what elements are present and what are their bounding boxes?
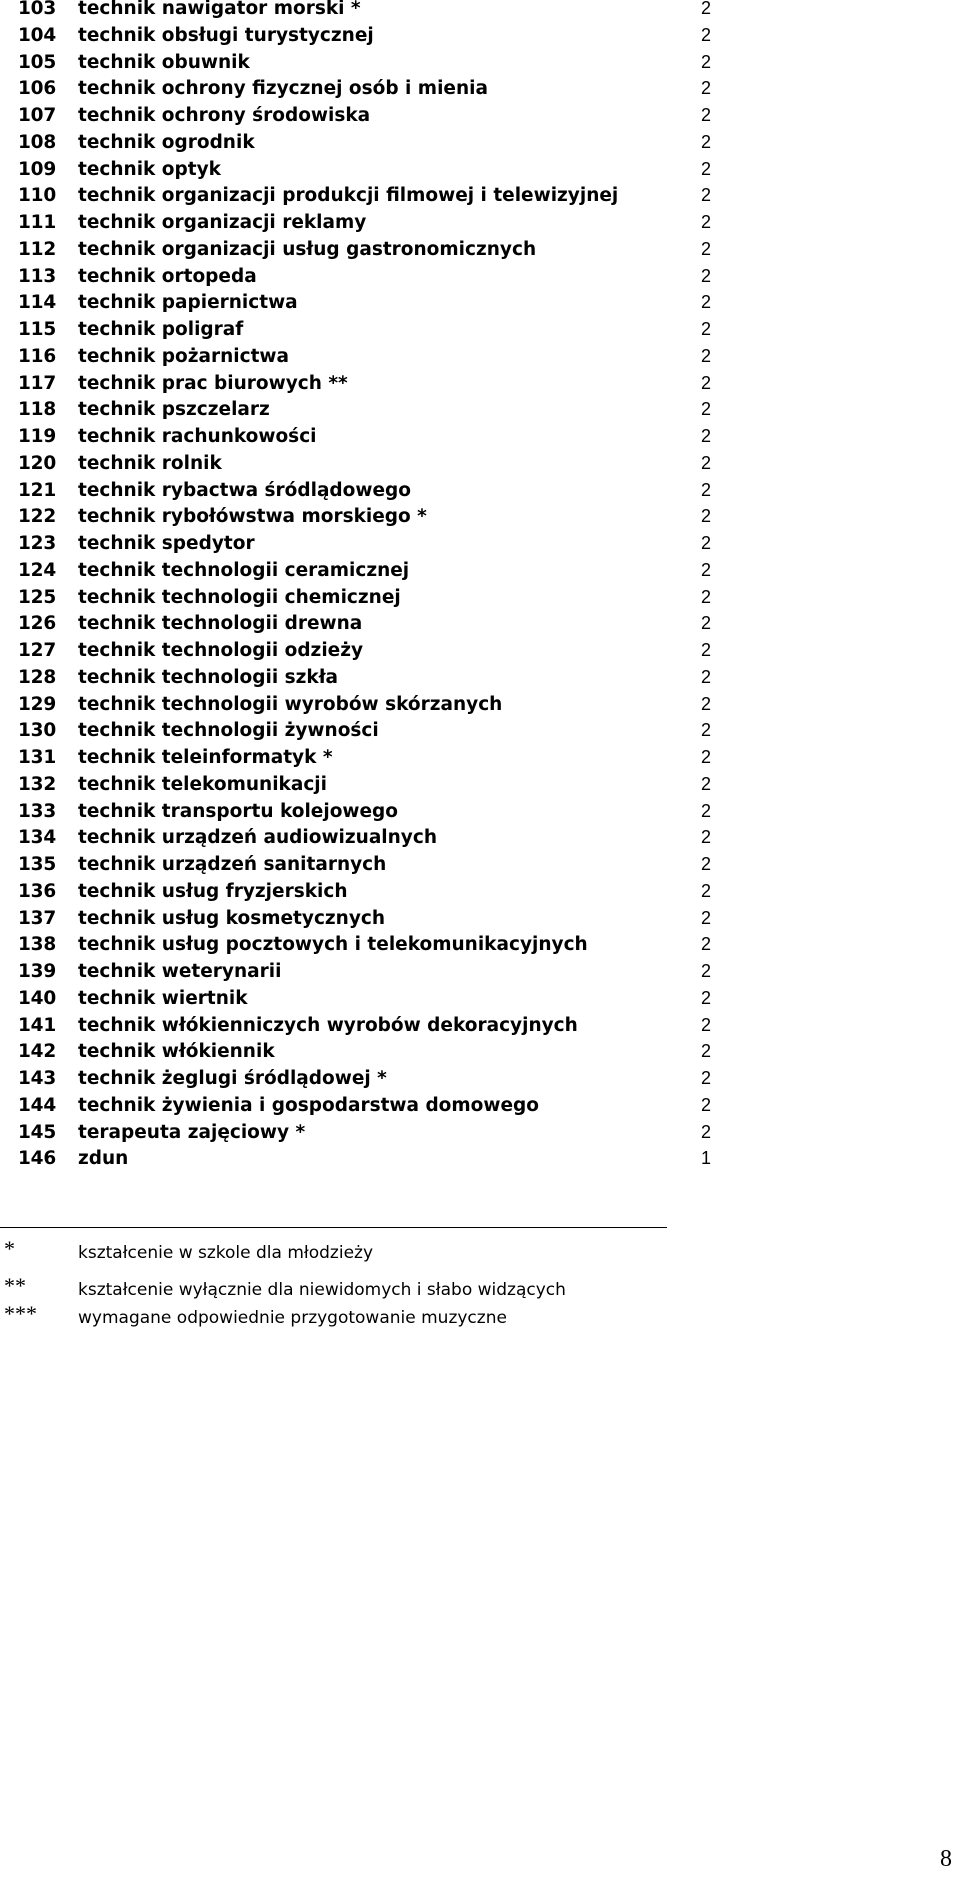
profession-name: technik teleinformatyk * [78,747,333,768]
profession-name: terapeuta zajęciowy * [78,1121,306,1143]
list-row [0,49,960,76]
profession-name: technik technologii żywności [78,720,379,742]
profession-name: technik telekomunikacji [78,773,327,795]
list-row [0,209,960,236]
row-value: 2 [701,800,712,821]
footnote-mark: ** [4,1273,26,1298]
row-value: 2 [701,506,712,527]
row-value: 2 [701,1041,712,1062]
row-value: 2 [701,533,712,553]
row-value: 2 [701,613,712,634]
list-row [0,370,960,397]
profession-name: technik obsługi turystycznej [78,24,374,46]
profession-name: technik ortopeda [78,265,257,287]
profession-name: technik ochrony fizycznej osób i mienia [78,78,488,100]
footnote-mark: *** [4,1301,37,1326]
row-number: 110 [18,185,57,207]
profession-name: technik żywienia i gospodarstwa domowego [78,1094,539,1116]
row-number: 146 [18,1148,57,1170]
profession-name: technik ogrodnik [78,131,255,153]
row-value: 2 [701,105,712,125]
row-number: 127 [18,640,57,661]
row-number: 128 [18,666,57,688]
profession-name: technik technologii wyrobów skórzanych [78,693,503,715]
row-value: 2 [701,24,712,45]
row-value: 2 [701,827,712,848]
row-value: 2 [701,640,712,660]
footnote-text: wymagane odpowiednie przygotowanie muzyczne [78,1308,507,1328]
row-value: 2 [701,559,712,580]
row-number: 115 [18,319,57,340]
row-value: 2 [701,961,712,981]
profession-name: technik obuwnik [78,51,250,73]
row-number: 135 [18,854,57,875]
row-number: 125 [18,586,57,608]
list-row [0,316,960,343]
row-number: 129 [18,693,57,715]
profession-name: technik usług kosmetycznych [78,907,386,929]
list-row [0,423,960,450]
list-row [0,102,960,129]
list-row [0,584,960,611]
page-number: 8 [940,1846,952,1872]
profession-name: technik nawigator morski * [78,0,361,19]
list-row [0,771,960,798]
list-row [0,798,960,825]
list-row [0,664,960,691]
footnote-text: kształcenie w szkole dla młodzieży [78,1243,374,1263]
row-value: 2 [701,238,712,259]
profession-name: technik technologii ceramicznej [78,559,410,581]
row-value: 2 [701,1094,712,1115]
row-value: 2 [701,880,712,901]
row-value: 2 [701,0,712,18]
row-value: 2 [701,158,712,179]
list-row [0,22,960,49]
row-value: 2 [701,372,712,393]
row-value: 2 [701,345,712,366]
row-number: 142 [18,1041,57,1063]
profession-name: technik organizacji produkcji filmowej i telewizyjnej [78,185,619,207]
row-number: 114 [18,292,57,314]
profession-name: technik pożarnictwa [78,345,290,367]
profession-name: technik technologii chemicznej [78,586,401,608]
row-value: 2 [701,265,712,286]
row-number: 118 [18,399,57,421]
row-value: 2 [701,934,712,955]
row-number: 105 [18,51,57,73]
footnote-separator [0,1227,667,1228]
row-value: 1 [701,1148,712,1169]
row-value: 2 [701,185,712,206]
profession-name: technik technologii szkła [78,666,339,688]
row-value: 2 [701,452,712,473]
list-row [0,530,960,557]
row-value: 2 [701,907,712,928]
row-number: 132 [18,773,57,795]
profession-name: technik rolnik [78,452,222,474]
profession-name: technik optyk [78,158,221,180]
list-row [0,905,960,932]
profession-name: technik urządzeń audiowizualnych [78,827,438,849]
row-value: 2 [701,78,712,99]
list-row [0,1092,960,1119]
row-number: 116 [18,345,57,367]
profession-name: technik pszczelarz [78,399,270,421]
row-number: 134 [18,827,57,849]
list-row [0,477,960,504]
row-number: 111 [18,212,57,233]
row-number: 123 [18,533,57,554]
footnote-item [0,1275,960,1305]
list-row [0,503,960,530]
list-row [0,824,960,851]
profession-name: technik organizacji usług gastronomicznych [78,238,537,260]
row-number: 126 [18,613,57,635]
list-row [0,691,960,718]
row-value: 2 [701,131,712,152]
row-number: 136 [18,880,57,902]
list-row [0,182,960,209]
row-value: 2 [701,854,712,874]
profession-name: technik spedytor [78,533,255,554]
row-number: 137 [18,907,57,929]
row-value: 2 [701,292,712,313]
row-value: 2 [701,666,712,687]
row-number: 131 [18,747,57,768]
profession-name: technik technologii drewna [78,613,363,635]
profession-name: technik włókienniczych wyrobów dekoracyjnych [78,1014,578,1036]
row-number: 144 [18,1094,57,1116]
row-value: 2 [701,1068,712,1088]
list-row [0,610,960,637]
list-row [0,557,960,584]
row-number: 120 [18,452,57,474]
list-row [0,236,960,263]
profession-name: technik papiernictwa [78,292,298,314]
list-row [0,878,960,905]
list-row [0,129,960,156]
profession-name: technik wiertnik [78,987,248,1009]
list-row [0,637,960,664]
list-row [0,851,960,878]
row-value: 2 [701,747,712,767]
profession-name: zdun [78,1148,129,1170]
list-row [0,263,960,290]
row-number: 103 [18,0,57,19]
row-number: 108 [18,131,57,153]
row-value: 2 [701,1014,712,1035]
profession-name: technik technologii odzieży [78,640,364,661]
profession-name: technik rybactwa śródlądowego [78,479,411,501]
row-number: 138 [18,934,57,956]
row-number: 112 [18,238,57,260]
profession-name: technik żeglugi śródlądowej * [78,1068,387,1089]
list-row [0,717,960,744]
profession-name: technik weterynarii [78,961,282,982]
footnote-mark: * [4,1236,15,1261]
row-value: 2 [701,212,712,232]
profession-name: technik włókiennik [78,1041,275,1063]
list-row [0,931,960,958]
list-row [0,75,960,102]
list-row [0,1038,960,1065]
row-number: 124 [18,559,57,581]
row-value: 2 [701,426,712,446]
row-value: 2 [701,586,712,607]
row-number: 119 [18,426,57,447]
profession-name: technik poligraf [78,319,244,340]
row-value: 2 [701,479,712,500]
list-row [0,450,960,477]
row-number: 141 [18,1014,57,1036]
list-row [0,1012,960,1039]
profession-name: technik usług pocztowych i telekomunikacyjnych [78,934,588,956]
list-row [0,289,960,316]
footnote-item [0,1303,960,1333]
row-number: 133 [18,800,57,822]
row-number: 109 [18,158,57,180]
profession-name: technik ochrony środowiska [78,105,371,126]
row-value: 2 [701,1121,712,1142]
profession-name: technik rybołówstwa morskiego * [78,506,427,528]
profession-name: technik urządzeń sanitarnych [78,854,387,875]
row-value: 2 [701,720,712,741]
row-number: 117 [18,372,57,394]
list-row [0,744,960,771]
row-value: 2 [701,51,712,72]
list-row [0,985,960,1012]
row-value: 2 [701,693,712,714]
profession-name: technik transportu kolejowego [78,800,398,822]
list-row [0,1145,960,1172]
row-value: 2 [701,319,712,339]
list-row [0,343,960,370]
row-number: 139 [18,961,57,982]
row-number: 143 [18,1068,57,1089]
row-number: 122 [18,506,57,528]
row-value: 2 [701,773,712,794]
profession-name: technik organizacji reklamy [78,212,367,233]
row-number: 104 [18,24,57,46]
row-number: 107 [18,105,57,126]
list-row [0,1065,960,1092]
profession-name: technik usług fryzjerskich [78,880,348,902]
list-row [0,396,960,423]
row-number: 130 [18,720,57,742]
row-number: 140 [18,987,57,1009]
row-number: 106 [18,78,57,100]
profession-name: technik prac biurowych ** [78,372,348,394]
list-row [0,156,960,183]
list-row [0,1119,960,1146]
row-value: 2 [701,399,712,420]
list-row [0,958,960,985]
row-value: 2 [701,987,712,1008]
footnote-item [0,1238,960,1268]
profession-name: technik rachunkowości [78,426,317,447]
row-number: 113 [18,265,57,287]
footnote-text: kształcenie wyłącznie dla niewidomych i słabo widzących [78,1280,566,1300]
row-number: 121 [18,479,57,501]
list-row [0,0,960,22]
row-number: 145 [18,1121,57,1143]
